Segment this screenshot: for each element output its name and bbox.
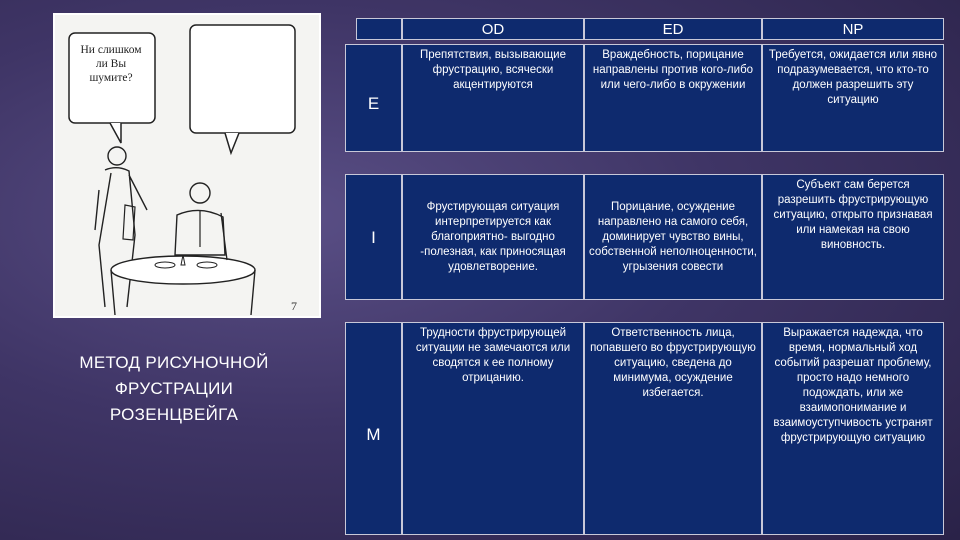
figure-number: 7 <box>291 299 297 313</box>
column-header-np: NP <box>762 18 944 40</box>
row-label-i: I <box>345 174 402 300</box>
table-cell: Выражается надежда, что время, нормальный ход событий разрешат проблему, просто надо немного подождать, или же взаимопонимание и взаимоуступчивость устранят фрустрирующую ситуацию <box>762 322 944 535</box>
table-cell: Субъект сам берется разрешить фрустрирующую ситуацию, открыто признавая или намекая на свою виновность. <box>762 174 944 300</box>
table-cell: Порицание, осуждение направлено на самого себя, доминирует чувство вины, собственной неполноценности, угрызения совести <box>584 174 762 300</box>
speech-bubble-text: Ни слишком ли Вы шумите? <box>80 44 142 84</box>
table-corner <box>356 18 402 40</box>
slide-title: МЕТОД РИСУНОЧНОЙ ФРУСТРАЦИИ РОЗЕНЦВЕЙГА <box>79 353 269 424</box>
row-label-e: E <box>345 44 402 152</box>
column-header-ed: ED <box>584 18 762 40</box>
table-cell: Препятствия, вызывающие фрустрацию, всячески акцентируются <box>402 44 584 152</box>
table-cell: Фрустирующая ситуация интерпретируется как благоприятно- выгодно -полезная, как приносящая удовлетворение. <box>402 174 584 300</box>
table-cell: Требуется, ожидается или явно подразумевается, что кто-то должен разрешить эту ситуацию <box>762 44 944 152</box>
row-label-m: M <box>345 322 402 535</box>
cartoon-illustration <box>53 13 321 318</box>
column-header-od: OD <box>402 18 584 40</box>
table-cell: Трудности фрустрирующей ситуации не замечаются или сводятся к ее полному отрицанию. <box>402 322 584 535</box>
table-cell: Враждебность, порицание направлены против кого-либо или чего-либо в окружении <box>584 44 762 152</box>
table-cell: Ответственность лица, попавшего во фрустрирующую ситуацию, сведена до минимума, осуждение избегается. <box>584 322 762 535</box>
